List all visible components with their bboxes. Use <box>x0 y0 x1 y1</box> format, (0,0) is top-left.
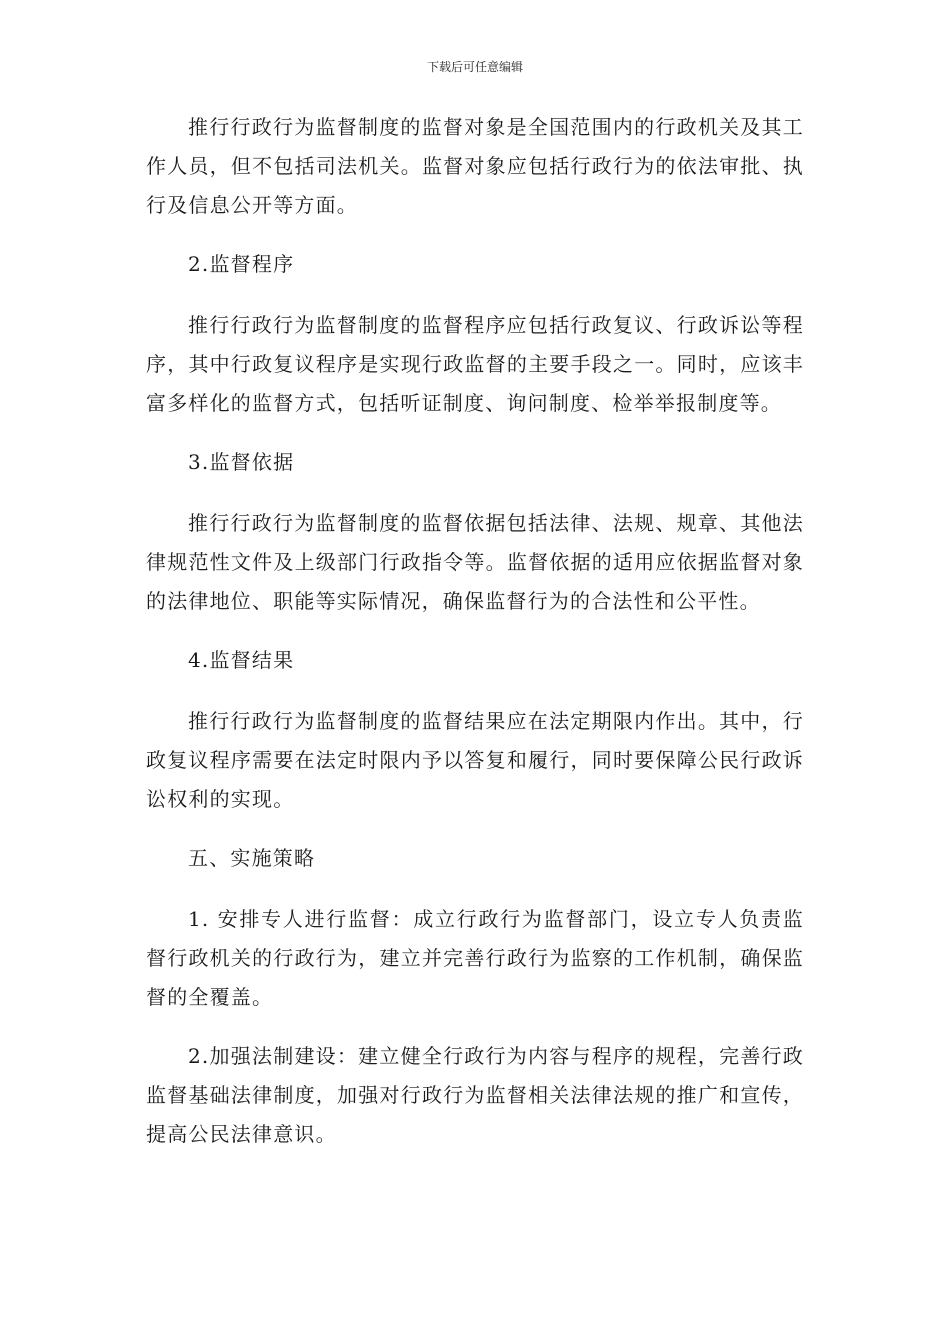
paragraph-strategy-legal-system: 2.加强法制建设：建立健全行政行为内容与程序的规程，完善行政监督基础法律制度，加强对行政行为监督相关法律法规的推广和宣传，提高公民法律意识。 <box>146 1044 804 1146</box>
paragraph-supervision-basis: 推行行政行为监督制度的监督依据包括法律、法规、规章、其他法律规范性文件及上级部门行政指令等。监督依据的适用应依据监督对象的法律地位、职能等实际情况，确保监督行为的合法性和公平性。 <box>146 511 804 613</box>
page-header: 下载后可任意编辑 <box>426 60 523 74</box>
heading-supervision-basis: 3.监督依据 <box>188 450 295 474</box>
document-body <box>146 108 804 1174</box>
heading-supervision-result: 4.监督结果 <box>188 648 295 672</box>
heading-implementation-strategy: 五、实施策略 <box>188 846 316 870</box>
paragraph-supervision-procedure: 推行行政行为监督制度的监督程序应包括行政复议、行政诉讼等程序，其中行政复议程序是实现行政监督的主要手段之一。同时，应该丰富多样化的监督方式，包括听证制度、询问制度、检举举报制度等。 <box>146 313 804 415</box>
paragraph-supervision-result: 推行行政行为监督制度的监督结果应在法定期限内作出。其中，行政复议程序需要在法定时限内予以答复和履行，同时要保障公民行政诉讼权利的实现。 <box>146 709 804 811</box>
paragraph-strategy-dedicated-staff: 1. 安排专人进行监督：成立行政行为监督部门，设立专人负责监督行政机关的行政行为，建立并完善行政行为监察的工作机制，确保监督的全覆盖。 <box>146 907 804 1009</box>
paragraph-supervision-object: 推行行政行为监督制度的监督对象是全国范围内的行政机关及其工作人员，但不包括司法机关。监督对象应包括行政行为的依法审批、执行及信息公开等方面。 <box>146 115 804 217</box>
heading-supervision-procedure: 2.监督程序 <box>188 252 295 276</box>
